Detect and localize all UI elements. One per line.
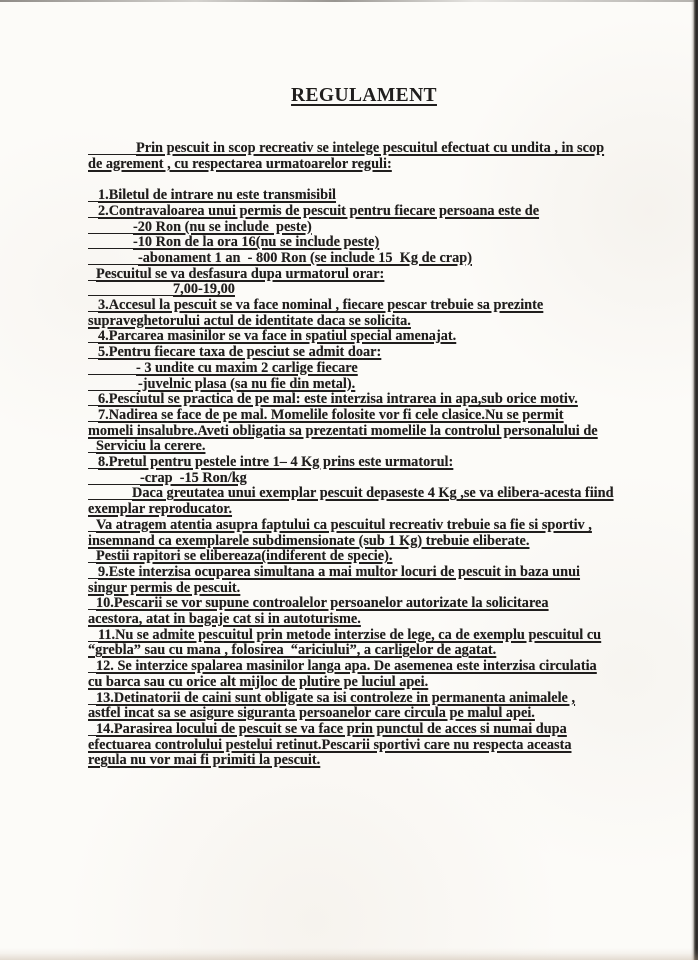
line-text: regula nu vor mai fi primiti la pescuit. [88, 752, 321, 769]
text-line [88, 549, 640, 565]
line-text: 1.Biletul de intrare nu este transmisibil [98, 187, 337, 204]
line-text: -20 Ron (nu se include peste) [133, 218, 312, 235]
underlined-tab [88, 725, 96, 736]
underlined-tab [88, 599, 96, 610]
underlined-tab [88, 380, 138, 391]
text-line [88, 643, 640, 659]
text-line [88, 424, 640, 440]
underlined-tab [88, 631, 98, 642]
line-text: Pescuitul se va desfasura dupa urmatorul orar: [96, 265, 385, 282]
text-line [88, 282, 640, 298]
line-text: -crap -15 Ron/kg [140, 469, 247, 486]
text-line [88, 581, 640, 597]
underlined-tab [88, 395, 98, 406]
underlined-tab [88, 348, 98, 359]
line-text: Pestii rapitori se elibereaza(indiferent de specie). [96, 548, 393, 565]
text-line [88, 251, 640, 267]
underlined-tab [88, 207, 98, 218]
text-line [88, 659, 640, 675]
text-line [88, 314, 640, 330]
line-text: Va atragem atentia asupra faptului ca pescuitul recreativ trebuie sa fie si sportiv , [96, 516, 592, 533]
blank-line [88, 172, 640, 188]
document-body [88, 141, 640, 769]
line-text: 7.Nadirea se face de pe mal. Momelile folosite vor fi cele clasice.Nu se permit [98, 406, 564, 423]
text-line [88, 157, 640, 173]
text-line [88, 220, 640, 236]
underlined-tab [88, 662, 96, 673]
line-text: 14.Parasirea locului de pescuit se va face prin punctul de acces si numai dupa [96, 721, 567, 737]
underlined-tab [88, 442, 96, 453]
document-content [88, 0, 640, 769]
text-line [88, 738, 640, 754]
text-line [88, 486, 640, 502]
text-line [88, 377, 640, 393]
underlined-tab [88, 568, 98, 579]
underlined-tab [88, 552, 96, 563]
text-line [88, 753, 640, 769]
underlined-tab [88, 238, 133, 249]
underlined-tab [88, 254, 138, 265]
line-text: 10.Pescarii se vor supune controalelor persoanelor autorizate la solicitarea [96, 595, 549, 612]
text-line [88, 565, 640, 581]
line-text: Serviciu la cerere. [96, 438, 206, 455]
text-line [88, 439, 640, 455]
line-text: 3.Accesul la pescuit se va face nominal , fiecare pescar trebuie sa prezinte [98, 297, 544, 314]
underlined-tab [88, 332, 98, 343]
text-line [88, 235, 640, 251]
text-line [88, 502, 640, 518]
line-text: insemnand ca exemplarele subdimensionate (sub 1 Kg) trebuie eliberate. [88, 532, 530, 549]
line-text: 2.Contravaloarea unui permis de pescuit pentru fiecare persoana este de [98, 202, 540, 219]
text-line [88, 722, 640, 738]
text-line [88, 691, 640, 707]
text-line [88, 596, 640, 612]
scan-bottom-shadow [0, 948, 698, 960]
underlined-tab [88, 521, 96, 532]
text-line [88, 345, 640, 361]
line-text: 12. Se interzice spalarea masinilor langa apa. De asemenea este interzisa circulatia [96, 658, 597, 675]
underlined-tab [88, 301, 98, 312]
text-line [88, 706, 640, 722]
underlined-tab [88, 191, 98, 202]
line-text: 7,00-19,00 [173, 281, 235, 298]
line-text: 13.Detinatorii de caini sunt obligate sa isi controleze in permanenta animalele , [96, 689, 576, 706]
line-text: supraveghetorului actul de identitate daca se solicita. [88, 312, 411, 329]
line-text: - 3 undite cu maxim 2 carlige fiecare [136, 359, 358, 376]
line-text: singur permis de pescuit. [88, 579, 241, 596]
line-text: efectuarea controlului pestelui retinut.Pescarii sportivi care nu respecta aceasta [88, 736, 572, 753]
line-text: 5.Pentru fiecare taxa de pesciut se admit doar: [98, 344, 382, 361]
line-text: 9.Este interzisa ocuparea simultana a mai multor locuri de pescuit in baza unui [98, 563, 581, 580]
text-line [88, 267, 640, 283]
underlined-tab [88, 411, 98, 422]
line-text: -juvelnic plasa (sa nu fie din metal). [138, 375, 356, 392]
underlined-tab [88, 694, 96, 705]
text-line [88, 534, 640, 550]
underlined-tab [88, 458, 98, 469]
line-text: de agrement , cu respectarea urmatoarelor reguli: [88, 155, 392, 172]
underlined-tab [88, 144, 136, 155]
text-line [88, 455, 640, 471]
line-text: exemplar reproducator. [88, 501, 233, 518]
text-line [88, 408, 640, 424]
line-text: 6.Pesciutul se practica de pe mal: este interzisa intrarea in apa,sub orice motiv. [98, 391, 578, 408]
underlined-tab [88, 223, 133, 234]
line-text: -10 Ron de la ora 16(nu se include peste) [133, 234, 380, 251]
line-text: Daca greutatea unui exemplar pescuit depaseste 4 Kg ,se va elibera-acesta fiind [132, 485, 614, 502]
underlined-tab [88, 474, 140, 485]
line-text: 11.Nu se admite pescuitul prin metode interzise de lege, ca de exemplu pescuitul cu [98, 626, 602, 643]
line-text: 8.Pretul pentru pestele intre 1– 4 Kg prins este urmatorul: [98, 454, 454, 471]
line-text: astfel incat sa se asigure siguranta persoanelor care circula pe malul apei. [88, 705, 535, 722]
text-line [88, 628, 640, 644]
text-line [88, 675, 640, 691]
text-line [88, 612, 640, 628]
text-line [88, 298, 640, 314]
document-title: REGULAMENT [291, 85, 437, 106]
line-text: 4.Parcarea masinilor se va face in spatiul special amenajat. [98, 328, 457, 345]
line-text: -abonament 1 an - 800 Ron (se include 15 Kg de crap) [138, 249, 472, 266]
text-line [88, 204, 640, 220]
line-text: Prin pescuit in scop recreativ se intelege pescuitul efectuat cu undita , in scop [136, 140, 605, 156]
text-line [88, 361, 640, 377]
line-text: cu barca sau cu orice alt mijloc de plutire pe luciul apei. [88, 673, 429, 690]
text-line [88, 141, 640, 157]
text-line [88, 392, 640, 408]
text-line [88, 471, 640, 487]
underlined-tab [88, 489, 132, 500]
underlined-tab [88, 364, 136, 375]
line-text: “grebla” sau cu mana , folosirea “ariciului”, a carligelor de agatat. [88, 642, 497, 659]
text-line [88, 188, 640, 204]
line-text: acestora, atat in bagaje cat si in autoturisme. [88, 611, 361, 628]
line-text: momeli insalubre.Aveti obligatia sa prezentati momelile la controlul personalului de [88, 422, 598, 439]
underlined-tab [88, 285, 173, 296]
text-line [88, 518, 640, 534]
scan-right-edge [691, 0, 698, 960]
text-line [88, 329, 640, 345]
underlined-tab [88, 270, 96, 281]
